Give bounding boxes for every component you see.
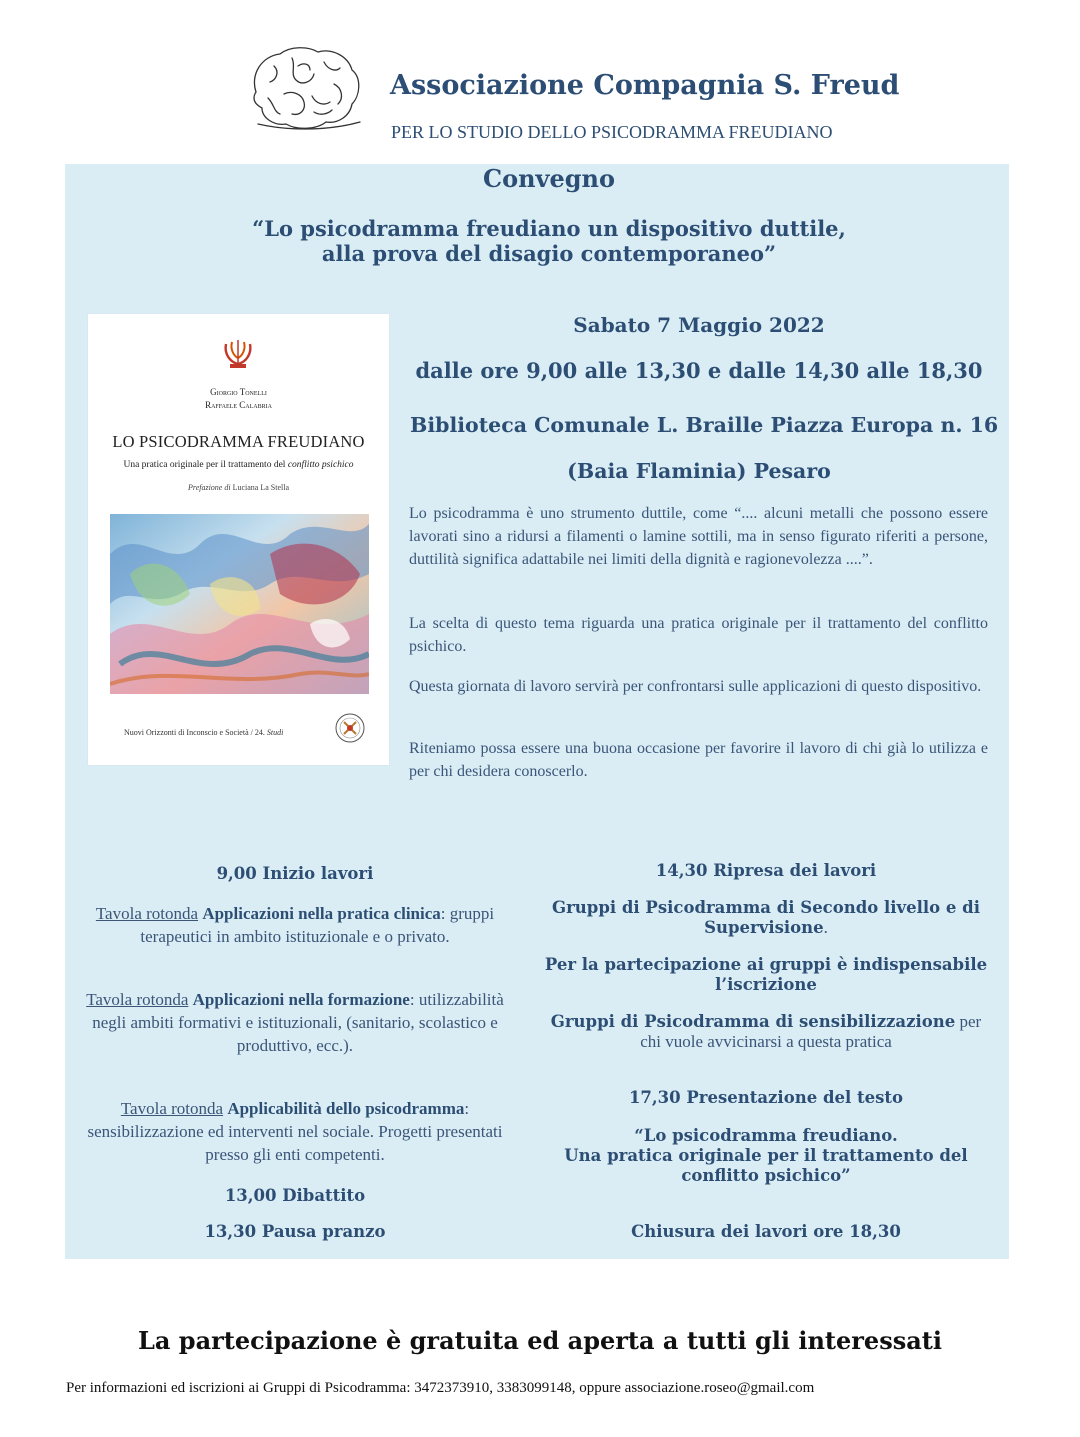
book-subtitle-text: Una pratica originale per il trattamento del [123, 460, 288, 470]
roundtable-body: : gruppi terapeutici in ambito istituzionale e o privato. [140, 904, 495, 946]
book-preface-label: Prefazione di [187, 483, 233, 492]
program-lunch: 13,30 Pausa pranzo [204, 1222, 386, 1241]
roundtable-label: Tavola rotonda [120, 1099, 224, 1118]
book-series-italic: Studi [266, 728, 284, 737]
program-debate: 13,00 Dibattito [224, 1186, 366, 1205]
event-subtitle-line2: alla prova del disagio contemporaneo” [321, 241, 777, 266]
program-book-title [555, 1126, 977, 1186]
description-paragraph: La scelta di questo tema riguarda una pratica originale per il trattamento del conflitto psichico. [409, 615, 988, 655]
event-subtitle-line1: “Lo psicodramma freudiano un dispositivo duttile, [252, 216, 846, 241]
roundtable-title: Applicabilità dello psicodramma [227, 1099, 465, 1118]
roundtable-1 [70, 902, 520, 948]
roundtable-2 [70, 988, 520, 1057]
event-venue-area: (Baia Flaminia) Pesaro [567, 459, 831, 483]
roundtable-3 [70, 1097, 520, 1166]
program-groups-advanced [540, 898, 992, 938]
program-resume: 14,30 Ripresa dei lavori [655, 861, 877, 880]
book-preface [88, 483, 389, 492]
description-paragraph: Lo psicodramma è uno strumento duttile, come “.... alcuni metalli che possono essere lavorati sino a ridursi a filamenti o lamine sottili, ma in senso figurato riferiti a persone, duttilità significa adattabile nei limiti della dignità e ragionevolezza ....”. [409, 505, 988, 568]
program-start: 9,00 Inizio lavori [216, 864, 374, 883]
organization-name: Associazione Compagnia S. Freud [390, 70, 900, 101]
roundtable-title: Applicazioni nella formazione [192, 990, 410, 1009]
program-registration: Per la partecipazione ai gruppi è indispensabile l’iscrizione [544, 955, 988, 994]
footer-main-notice: La partecipazione è gratuita ed aperta a tutti gli interessati [138, 1326, 942, 1355]
book-author: Raffaele Calabria [205, 400, 272, 410]
brain-icon [244, 44, 364, 132]
book-preface-author: Luciana La Stella [232, 483, 289, 492]
organization-subtitle: PER LO STUDIO DELLO PSICODRAMMA FREUDIANO [391, 122, 833, 142]
book-series-text: Nuovi Orizzonti di Inconscio e Società / 24. [124, 728, 267, 737]
book-subtitle [88, 460, 389, 470]
program-book-line1: “Lo psicodramma freudiano. [634, 1126, 898, 1145]
event-subtitle [65, 216, 1033, 266]
groups-advanced-title: Gruppi di Psicodramma di Secondo livello e di Supervisione [552, 898, 980, 937]
description-paragraph: Questa giornata di lavoro servirà per confrontarsi sulle applicazioni di questo dispositivo. [409, 678, 982, 695]
book-cover [88, 314, 389, 765]
program-presentation: 17,30 Presentazione del testo [628, 1088, 904, 1107]
event-date: Sabato 7 Maggio 2022 [573, 313, 825, 337]
roundtable-label: Tavola rotonda [95, 904, 199, 923]
cover-painting [110, 514, 369, 694]
groups-awareness-body: per chi vuole avvicinarsi a questa pratica [640, 1012, 982, 1051]
groups-advanced-end: . [823, 918, 828, 937]
event-title: Convegno [482, 164, 615, 193]
description-paragraph: Riteniamo possa essere una buona occasione per favorire il lavoro di chi già lo utilizza e per chi desidera conoscerlo. [409, 740, 988, 780]
groups-awareness-title: Gruppi di Psicodramma di sensibilizzazione [550, 1012, 956, 1031]
book-author: Giorgio Tonelli [210, 387, 267, 397]
publisher-seal-icon [334, 712, 366, 744]
program-closing: Chiusura dei lavori ore 18,30 [631, 1222, 901, 1241]
roundtable-body: : utilizzabilità negli ambiti formativi e istituzionali, (sanitario, scolastico e produttivo, ecc.). [92, 990, 504, 1055]
book-title: LO PSICODRAMMA FREUDIANO [112, 432, 365, 451]
event-venue: Biblioteca Comunale L. Braille Piazza Europa n. 16 [410, 413, 999, 437]
book-series [124, 728, 283, 737]
program-groups-awareness [540, 1012, 992, 1052]
book-subtitle-italic: conflitto psichico [287, 460, 354, 470]
event-hours: dalle ore 9,00 alle 13,30 e dalle 14,30 alle 18,30 [415, 358, 983, 383]
footer-contact-info: Per informazioni ed iscrizioni ai Gruppi di Psicodramma: 3472373910, 3383099148, oppure associazione.roseo@gmail.com [66, 1380, 815, 1396]
book-authors [88, 386, 389, 412]
publisher-emblem-icon [220, 336, 256, 372]
program-book-line2: Una pratica originale per il trattamento del conflitto psichico” [564, 1146, 968, 1185]
roundtable-label: Tavola rotonda [86, 990, 189, 1009]
roundtable-title: Applicazioni nella pratica clinica [202, 904, 441, 923]
roundtable-body: : sensibilizzazione ed interventi nel sociale. Progetti presentati presso gli enti competenti. [87, 1099, 503, 1164]
